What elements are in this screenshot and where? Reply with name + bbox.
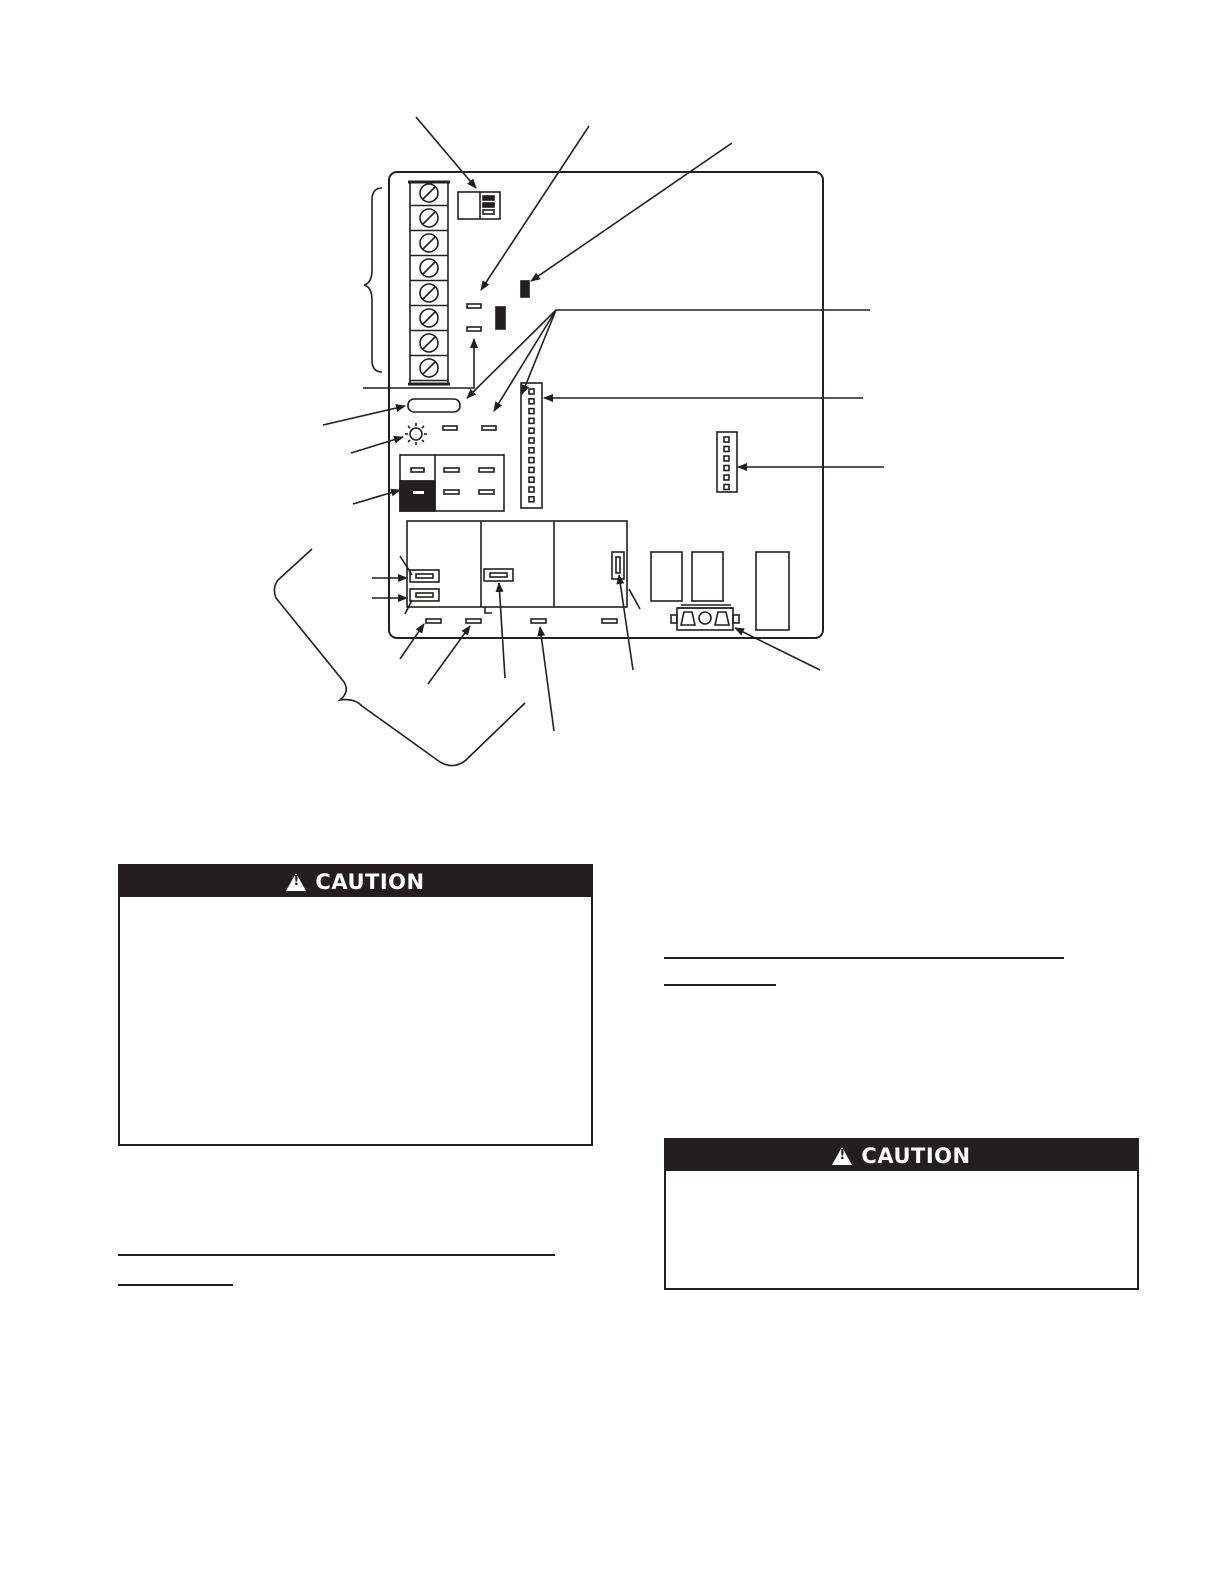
connector-pin [724,475,729,480]
relay-block [400,455,504,511]
heading-rule [118,1254,555,1256]
terminal-screw-icon [410,259,448,281]
terminal-screw-icon [410,209,448,231]
jumper-block [521,281,529,297]
connector-pin [529,467,534,472]
terminal-strip [408,182,450,384]
component-pad [443,426,457,430]
component-pad [531,619,546,623]
terminal-screw-icon [410,284,448,306]
connector-long [521,383,542,508]
terminal-screw-icon [410,359,448,381]
terminal-screw-icon [410,309,448,331]
component-pad [602,619,617,623]
connector-pin [724,456,729,461]
connector-pin [529,428,534,433]
connector-pin [529,448,534,453]
connector-pin [529,497,534,502]
warning-triangle-icon [832,1147,852,1165]
component-pad [467,304,481,308]
control-board-diagram [0,0,1224,790]
caution-title: CAUTION [315,869,425,894]
heading-rule [664,957,1064,959]
connector-pin [529,399,534,404]
connector-pin [724,466,729,471]
terminal-brace [364,188,382,372]
caution-box-right [664,1138,1139,1290]
led-icon [405,423,427,445]
caution-header [666,1140,1137,1171]
component-pad [466,619,481,623]
connector-pin [529,418,534,423]
connector-pin [724,437,729,442]
jumper-block [496,307,505,329]
caution-box-left [118,864,593,1146]
dip-switch [458,192,500,219]
caution-header [120,866,591,897]
lower-terminal-section [407,521,627,613]
warning-triangle-icon [286,873,306,891]
relay-component [692,552,723,601]
heading-rule-short [664,984,776,986]
connector-pin [529,477,534,482]
connector-pin [529,389,534,394]
component-pad [482,426,496,430]
component-pad [426,619,441,623]
connector-pin [529,409,534,414]
caution-title: CAUTION [861,1143,971,1168]
fuse [408,399,460,412]
terminal-screw-icon [410,234,448,256]
terminal-screw-icon [410,334,448,356]
terminal-screw-icon [410,184,448,206]
component-pad [467,327,481,331]
relay-component [756,552,789,630]
connector-pin [724,447,729,452]
connector-pin [529,487,534,492]
connector-pin [529,458,534,463]
connector-short [717,432,737,492]
connector-pin [529,438,534,443]
plug-connector [671,605,739,630]
heading-rule-short [118,1284,233,1286]
relay-component [651,552,682,601]
connector-pin [724,485,729,490]
board-outline [389,172,823,638]
